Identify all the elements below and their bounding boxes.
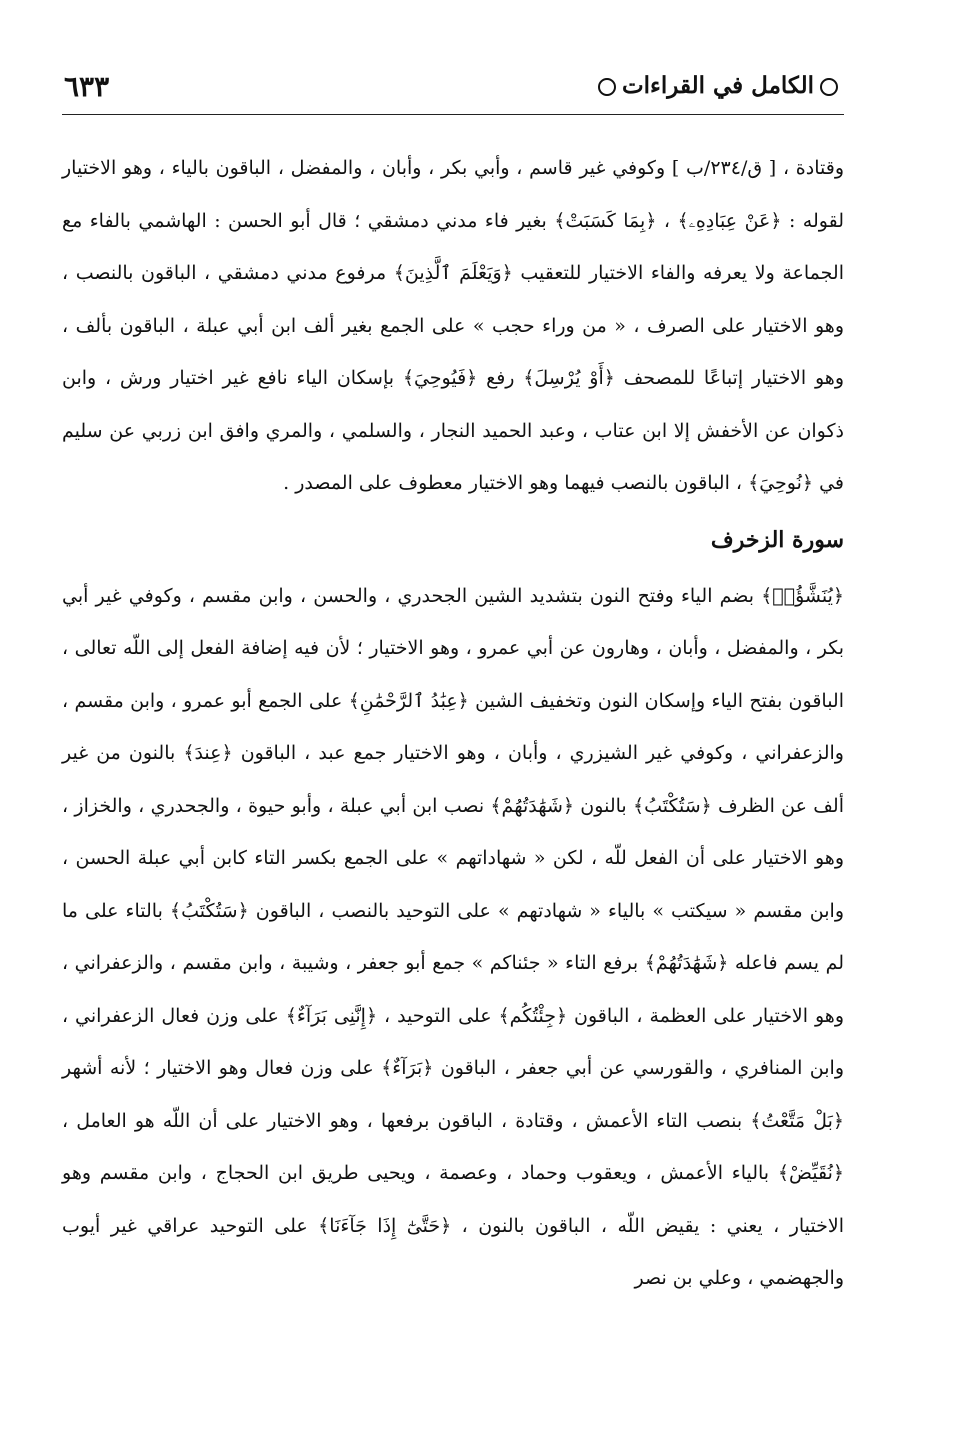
book-page bbox=[62, 48, 844, 1428]
book-title-text: الكامل في القراءات bbox=[622, 72, 814, 99]
header-rule bbox=[62, 114, 844, 115]
paragraph-2: ﴿يُنَشَّؤُا۟﴾ بضم الياء وفتح النون بتشديد الشين الجحدري ، والحسن ، وابن مقسم ، وكوفي غير أبي بكر ، والمفضل ، وأبان ، وهارون عن أبي عمرو ، وهو الاختيار ؛ لأن فيه إضافة الفعل إلى اللّه تعالى ، الباقون بفتح الياء وإسكان النون وتخفيف الشين ﴿عِبَٰدُ ٱلرَّحْمَٰنِ﴾ على الجمع أبو عمرو ، وابن مقسم ، والزعفراني ، وكوفي غير الشيزري ، وأبان ، وهو الاختيار جمع عبد ، الباقون ﴿عِندَ﴾ بالنون من غير ألف عن الظرف ﴿سَتُكْتَبُ﴾ بالنون ﴿شَهَٰدَتُهُمْ﴾ نصب ابن أبي عبلة ، وأبو حيوة ، والجحدري ، والخزاز ، وهو الاختيار على أن الفعل للّه ، لكن « شهاداتهم » على الجمع بكسر التاء كابن أبي عبلة الحسن ، وابن مقسم « سيكتب » بالياء « شهادتهم » على التوحيد بالنصب ، الباقون ﴿سَتُكْتَبُ﴾ بالتاء على ما لم يسم فاعله ﴿شَهَٰدَتُهُمْ﴾ برفع التاء « جئناكم » جمع أبو جعفر ، وشيبة ، وابن مقسم ، والزعفراني ، وهو الاختيار على العظمة ، الباقون ﴿جِئْتُكُم﴾ على التوحيد ، ﴿إِنَّنِى بَرَآءٌ﴾ على وزن فعال الزعفراني ، وابن المنافري ، والقورسي عن أبي جعفر ، الباقون ﴿بَرَآءٌ﴾ على وزن فعال وهو الاختيار ؛ لأنه أشهر ﴿بَلْ مَتَّعْتُ﴾ بنصب التاء الأعمش ، وقتادة ، الباقون برفعها ، وهو الاختيار على أن اللّه هو العامل ، ﴿نُقَيِّضْ﴾ بالياء الأعمش ، ويعقوب وحماد ، وعصمة ، ويحيى طريق ابن الحجاج ، وابن مقسم وهو الاختيار ، يعني : يقيض اللّه ، الباقون بالنون ، ﴿حَتَّىٰٓ إِذَا جَآءَنَا﴾ على التوحيد عراقي غير أيوب والجهضمي ، وعلي بن نصر bbox=[62, 584, 844, 1289]
page-body bbox=[62, 142, 844, 1305]
running-header bbox=[62, 68, 844, 116]
page-number: ٦٣٣ bbox=[64, 70, 110, 103]
circle-ornament-right-icon bbox=[820, 78, 838, 96]
circle-ornament-left-icon bbox=[598, 78, 616, 96]
running-title bbox=[592, 72, 844, 99]
paragraph-1: وقتادة ، [ ق/٢٣٤/ب ] وكوفي غير قاسم ، وأبي بكر ، وأبان ، والمفضل ، الباقون بالياء ، وهو الاختيار لقوله : ﴿عَنْ عِبَادِهِۦ﴾ ، ﴿بِمَا كَسَبَتْ﴾ بغير فاء مدني دمشقي ؛ قال أبو الحسن : الهاشمي بالفاء مع الجماعة ولا يعرفه والفاء الاختيار للتعقيب ﴿وَيَعْلَمَ ٱلَّذِينَ﴾ مرفوع مدني دمشقي ، الباقون بالنصب ، وهو الاختيار على الصرف ، « من وراء حجب » على الجمع بغير ألف ابن أبي عبلة ، الباقون بألف ، وهو الاختيار إتباعًا للمصحف ﴿أَوْ يُرْسِلَ﴾ رفع ﴿فَيُوحِيَ﴾ بإسكان الياء نافع غير اختيار ورش ، وابن ذكوان عن الأخفش إلا ابن عتاب ، وعبد الحميد النجار ، والسلمي ، والمري وافق ابن زربي عن سليم في ﴿نُوحِيَ﴾ ، الباقون بالنصب فيهما وهو الاختيار معطوف على المصدر . bbox=[62, 157, 844, 494]
surah-heading: سورة الزخرف bbox=[710, 526, 844, 553]
